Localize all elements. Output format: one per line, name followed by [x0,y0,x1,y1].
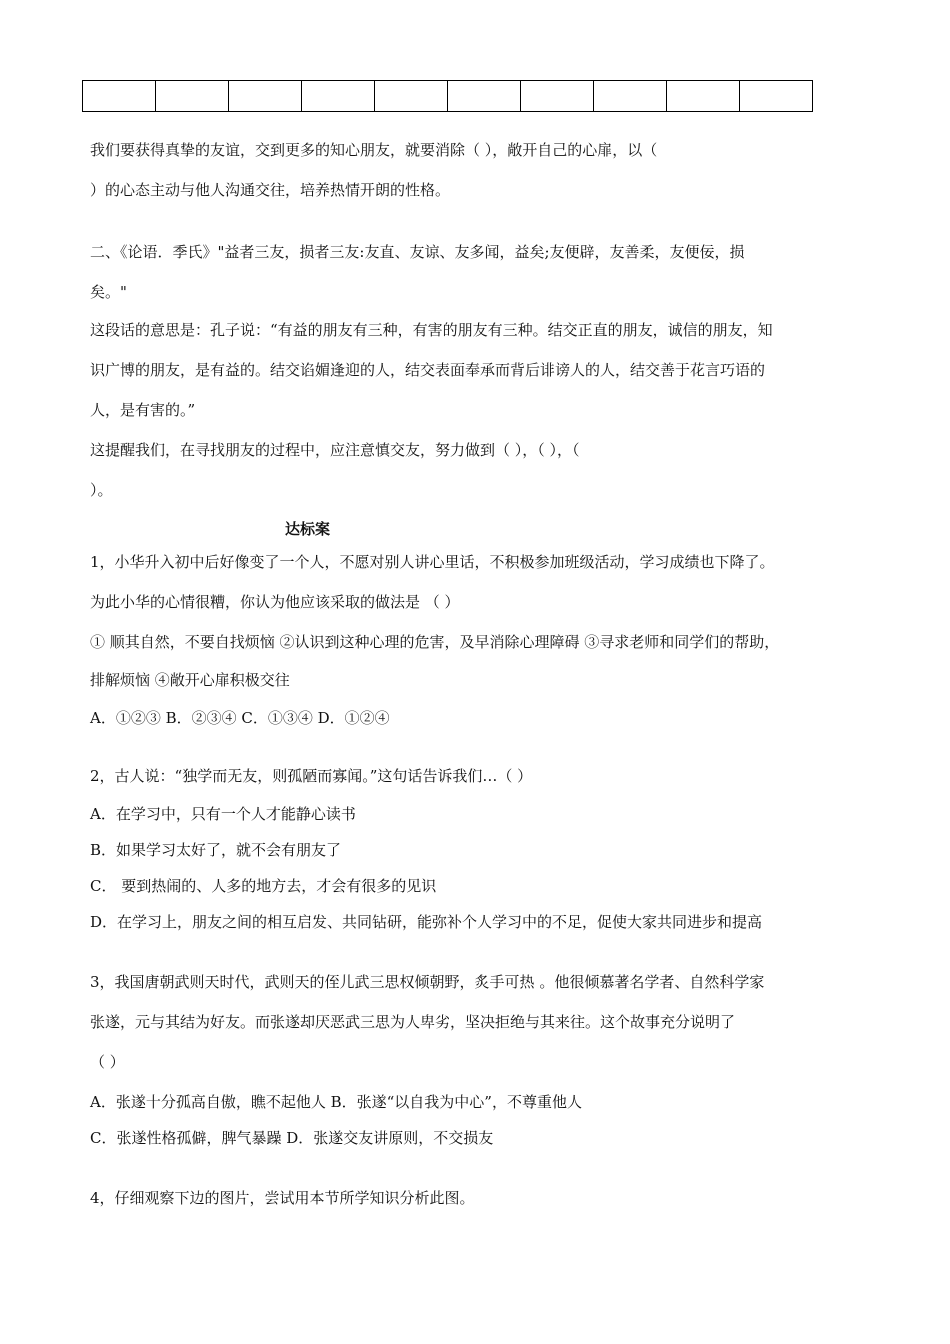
table-cell[interactable] [375,81,448,112]
para1-line2: ）的心态主动与他人沟通交往，培养热情开朗的性格。 [90,181,451,199]
q3-options-ab: A．张遂十分孤高自傲，瞧不起他人 B．张遂“以自我为中心”，不尊重他人 [90,1093,582,1111]
section2-remind-line2: ）。 [90,481,113,499]
q1-stem-line1: 1，小华升入初中后好像变了一个人，不愿对别人讲心里话，不积极参加班级活动，学习成绩也下降了。 [90,553,775,571]
table-cell[interactable] [667,81,740,112]
section2-meaning-line3: 人，是有害的。” [90,401,196,419]
table-cell[interactable] [594,81,667,112]
table-cell[interactable] [83,81,156,112]
q3-stem-line3: （ ） [90,1053,125,1071]
para1-line1: 我们要获得真挚的友谊，交到更多的知心朋友，就要消除（ ），敞开自己的心扉，以（ [90,141,658,159]
table-cell[interactable] [521,81,594,112]
section2-remind-line1: 这提醒我们，在寻找朋友的过程中，应注意慎交友，努力做到（ ），（ ），（ [90,441,580,459]
answer-blank-table [82,80,813,112]
table-cell[interactable] [302,81,375,112]
section2-meaning-line1: 这段话的意思是：孔子说：“有益的朋友有三种，有害的朋友有三种。结交正直的朋友，诚信的朋友，知 [90,321,773,339]
q1-options-line2: 排解烦恼 ④敞开心扉积极交往 [90,671,290,689]
q1-options-line1: ① 顺其自然，不要自找烦恼 ②认识到这种心理的危害，及早消除心理障碍 ③寻求老师和同学们的帮助， [90,633,780,651]
q2-stem: 2，古人说：“独学而无友，则孤陋而寡闻。”这句话告诉我们…（ ） [90,767,533,785]
section-heading: 达标案 [285,520,331,538]
q4-stem: 4，仔细观察下边的图片，尝试用本节所学知识分析此图。 [90,1189,475,1207]
q3-stem-line2: 张遂，元与其结为好友。而张遂却厌恶武三思为人卑劣，坚决拒绝与其来往。这个故事充分说明了 [90,1013,736,1031]
q3-stem-line1: 3，我国唐朝武则天时代，武则天的侄儿武三思权倾朝野，炙手可热 。他很倾慕著名学者、自然科学家 [90,973,765,991]
table-cell[interactable] [156,81,229,112]
q2-option-c: C． 要到热闹的、人多的地方去，才会有很多的见识 [90,877,437,895]
table-row [83,81,813,112]
table-cell[interactable] [448,81,521,112]
section2-meaning-line2: 识广博的朋友，是有益的。结交谄媚逢迎的人，结交表面奉承而背后诽谤人的人，结交善于花言巧语的 [90,361,766,379]
q1-choices: A．①②③ B．②③④ C．①③④ D．①②④ [90,709,390,727]
q1-stem-line2: 为此小华的心情很糟，你认为他应该采取的做法是 （ ） [90,593,460,611]
q3-options-cd: C．张遂性格孤僻，脾气暴躁 D．张遂交友讲原则，不交损友 [90,1129,494,1147]
q2-option-a: A．在学习中，只有一个人才能静心读书 [90,805,356,823]
section2-quote-line2: 矣。" [90,283,127,301]
q2-option-b: B．如果学习太好了，就不会有朋友了 [90,841,342,859]
q2-option-d: D．在学习上，朋友之间的相互启发、共同钻研，能弥补个人学习中的不足，促使大家共同进步和提高 [90,913,763,931]
table-cell[interactable] [229,81,302,112]
table-cell[interactable] [740,81,813,112]
section2-quote-line1: 二、《论语．季氏》"益者三友，损者三友:友直、友谅、友多闻，益矣;友便辟，友善柔，友便佞，损 [90,243,745,261]
